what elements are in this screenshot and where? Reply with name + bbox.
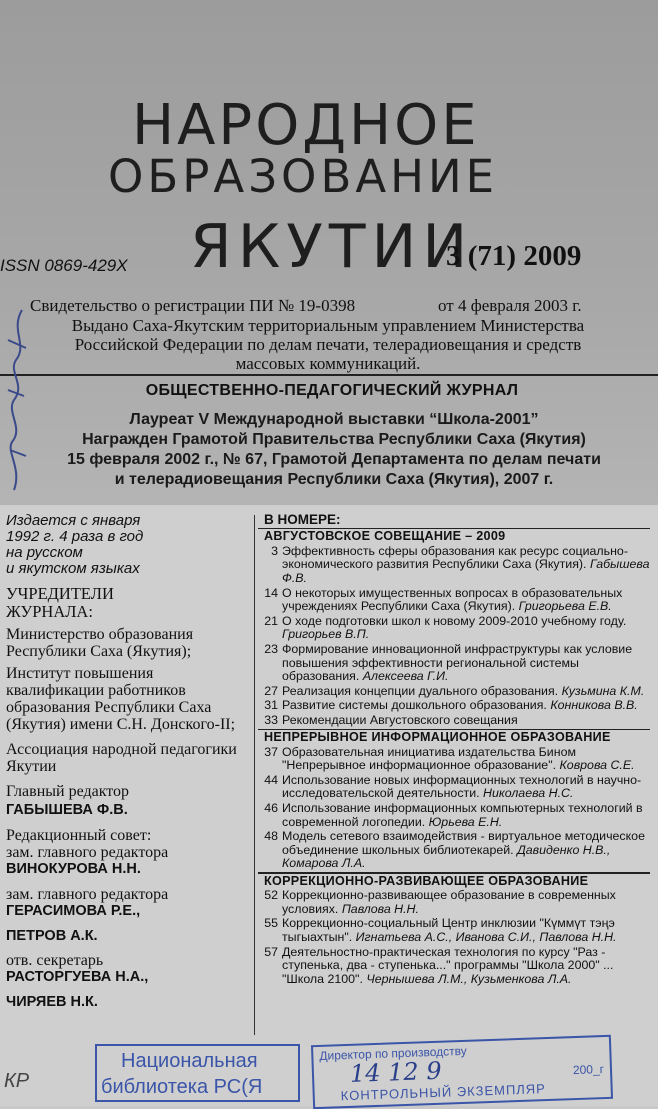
entry-title: Коррекционно-социальный Центр инклюзии "Күммүт тэңэ тыгыахтын". xyxy=(282,916,615,944)
entry-title: Деятельностно-практическая технология по курсу "Раз - ступенька, два - ступенька..." программы "Школа 2000" ... "Школа 2100". xyxy=(282,944,614,986)
entry-text-wrap xyxy=(282,746,650,773)
control-copy-label: КОНТРОЛЬНЫЙ ЭКЗЕМПЛЯР xyxy=(340,1081,547,1104)
council-member-2: ЧИРЯЕВ Н.К. xyxy=(6,994,98,1010)
intro-line: 1992 г. 4 раза в год xyxy=(6,528,144,545)
entry-page: 21 xyxy=(264,613,278,628)
entry-page: 14 xyxy=(264,585,278,600)
entry-text-wrap xyxy=(282,774,650,801)
contents-entry xyxy=(258,587,650,614)
handwritten-date: 14 12 9 xyxy=(349,1056,443,1088)
entry-title: Развитие системы дошкольного образования. xyxy=(282,698,547,713)
entry-text-wrap xyxy=(282,946,650,987)
entry-title: Коррекционно-развивающее образование в современных условиях. xyxy=(282,888,616,916)
founders-heading-line: ЖУРНАЛА: xyxy=(6,602,93,621)
entry-title: Модель сетевого взаимодействия - виртуальное методическое объединение школьных библиотекарей. xyxy=(282,829,645,857)
entry-author: Коврова С.Е. xyxy=(559,758,635,773)
registration-date: от 4 февраля 2003 г. xyxy=(438,296,582,315)
secretary-name: РАСТОРГУЕВА Н.А., xyxy=(6,969,149,985)
deputy-label-2: зам. главного редактора xyxy=(6,886,169,903)
entry-text-wrap xyxy=(282,699,650,713)
laureate-line-3: 15 февраля 2002 г., № 67, Грамотой Департамента по делам печати xyxy=(67,451,601,468)
intro-line: Издается с января xyxy=(6,512,141,529)
entry-text-wrap xyxy=(282,714,650,728)
founder-1: Министерство образования Республики Саха (Якутия); xyxy=(6,626,194,660)
section-title: АВГУСТОВСКОЕ СОВЕЩАНИЕ – 2009 xyxy=(264,529,506,544)
journal-title-line-3: ЯКУТИИ xyxy=(190,212,474,282)
entry-author: Кузьмина К.М. xyxy=(561,683,645,698)
entry-author: Юрьева Е.Н. xyxy=(428,814,503,829)
contents-entry xyxy=(258,545,650,586)
contents-entry xyxy=(258,830,650,871)
deputy-name-1: ВИНОКУРОВА Н.Н. xyxy=(6,861,141,877)
table-of-contents xyxy=(258,513,650,987)
entry-author: Николаева Н.С. xyxy=(483,786,574,801)
founder-3: Ассоциация народной педагогики Якутии xyxy=(6,741,237,775)
contents-entry xyxy=(258,699,650,713)
founders-heading-line: УЧРЕДИТЕЛИ xyxy=(6,584,114,603)
entry-text-wrap xyxy=(282,615,650,642)
entry-title: Формирование инновационной инфраструктуры как условие повышения эффективности региональной системы образования. xyxy=(282,641,633,684)
issue-number: 3 (71) 2009 xyxy=(446,240,582,272)
entry-title: Реализация концепции дуального образования. xyxy=(282,683,559,698)
director-label: Директор по производству xyxy=(319,1043,467,1063)
library-stamp-line-2: библиотека РС(Я xyxy=(101,1076,263,1098)
entry-author: Игнатьева А.С., Иванова С.И., Павлова Н.Н. xyxy=(355,930,617,944)
entry-text-wrap xyxy=(282,889,650,916)
deputy-name-2: ГЕРАСИМОВА Р.Е., xyxy=(6,903,141,919)
contents-entry xyxy=(258,685,650,699)
control-copy-stamp xyxy=(311,1035,613,1109)
library-stamp xyxy=(95,1044,300,1102)
contents-entry xyxy=(258,946,650,987)
entry-page: 37 xyxy=(264,744,278,759)
entry-title: Образовательная инициатива издательства Бином "Непрерывное информационное образование". xyxy=(282,744,576,773)
secretary-label: отв. секретарь xyxy=(6,952,104,969)
entry-title: О некоторых имущественных вопросах в образовательных учреждениях Республики Саха (Якутия). xyxy=(282,585,623,614)
column-divider xyxy=(254,515,255,1035)
laureate-line-1: Лауреат V Международной выставки “Школа-2001” xyxy=(129,411,539,428)
issn: ISSN 0869-429X xyxy=(0,256,128,275)
entry-page: 46 xyxy=(264,801,278,816)
imprint-column xyxy=(6,513,250,1011)
council-member-1: ПЕТРОВ А.К. xyxy=(6,928,98,944)
entry-page: 48 xyxy=(264,829,278,844)
entry-page: 52 xyxy=(264,888,278,903)
chief-editor-label: Главный редактор xyxy=(6,783,130,800)
entry-page: 44 xyxy=(264,772,278,787)
laureate-line-2: Награжден Грамотой Правительства Республики Саха (Якутия) xyxy=(82,431,586,448)
registration-certificate: Свидетельство о регистрации ПИ № 19-0398 xyxy=(30,296,356,315)
entry-title: Использование информационных компьютерных технологий в современной логопедии. xyxy=(282,801,643,829)
intro-line: на русском xyxy=(6,544,83,561)
entry-author: Габышева Ф.В. xyxy=(282,557,650,585)
corner-mark: КР xyxy=(4,1070,30,1092)
entry-page: 31 xyxy=(264,698,278,713)
issued-by: Выдано Саха-Якутским территориальным управлением Министерства Российской Федерации по делам печати, телерадиовещания и средств массовых коммуникаций. xyxy=(71,316,585,373)
entry-page: 55 xyxy=(264,916,278,931)
contents-sections xyxy=(258,528,650,987)
council-label: Редакционный совет: xyxy=(6,827,152,844)
entry-text-wrap xyxy=(282,917,650,944)
entry-page: 3 xyxy=(271,543,278,558)
entry-text-wrap xyxy=(282,545,650,586)
contents-heading: В НОМЕРЕ: xyxy=(264,512,341,527)
entry-author: Григорьева Е.В. xyxy=(518,599,612,614)
journal-title-line-1: НАРОДНОЕ xyxy=(132,93,480,158)
chief-editor-name: ГАБЫШЕВА Ф.В. xyxy=(6,802,128,818)
entry-text-wrap xyxy=(282,802,650,829)
entry-title: Использование новых информационных технологий в научно-исследовательской деятельности. xyxy=(282,772,642,801)
year-suffix: 200_г xyxy=(572,1062,605,1078)
laureate-block xyxy=(34,410,634,490)
masthead-divider xyxy=(0,374,658,376)
contents-entry xyxy=(258,615,650,642)
entry-title: Рекомендации Августовского совещания xyxy=(282,712,518,727)
founder-2: Институт повышения квалификации работников образования Республики Саха (Якутия) имени С.Н. Донского-II; xyxy=(6,665,236,733)
entry-text-wrap xyxy=(282,643,650,684)
contents-entry xyxy=(258,714,650,728)
section-title: КОРРЕКЦИОННО-РАЗВИВАЮЩЕЕ ОБРАЗОВАНИЕ xyxy=(264,873,589,888)
journal-type: ОБЩЕСТВЕННО-ПЕДАГОГИЧЕСКИЙ ЖУРНАЛ xyxy=(145,382,519,399)
entry-text-wrap xyxy=(282,830,650,871)
entry-text-wrap xyxy=(282,685,650,699)
handwritten-mark-icon xyxy=(2,300,32,500)
entry-page: 57 xyxy=(264,944,278,959)
entry-page: 23 xyxy=(264,641,278,656)
section-title: НЕПРЕРЫВНОЕ ИНФОРМАЦИОННОЕ ОБРАЗОВАНИЕ xyxy=(264,730,611,745)
founders-heading xyxy=(6,585,250,621)
entry-author: Чернышева Л.М., Кузьменкова Л.А. xyxy=(366,971,572,986)
entry-author: Конникова В.В. xyxy=(550,698,638,713)
contents-entry xyxy=(258,746,650,773)
entry-page: 33 xyxy=(264,712,278,727)
masthead xyxy=(0,0,658,505)
contents-entry xyxy=(258,774,650,801)
library-stamp-line-1: Национальная xyxy=(121,1050,258,1072)
deputy-label-1: зам. главного редактора xyxy=(6,844,169,861)
contents-entry xyxy=(258,889,650,916)
entry-page: 27 xyxy=(264,683,278,698)
entry-author: Давиденко Н.В., Комарова Л.А. xyxy=(282,842,611,871)
entry-author: Григорьев В.П. xyxy=(282,627,370,642)
contents-entry xyxy=(258,802,650,829)
intro-line: и якутском языках xyxy=(6,560,140,577)
entry-title: О ходе подготовки школ к новому 2009-2010 учебному году. xyxy=(282,613,627,628)
entry-title: Эффективность сферы образования как ресурс социально-экономического развития Республики Саха (Якутия). xyxy=(282,543,628,572)
entry-author: Алексеева Г.И. xyxy=(362,669,449,684)
publication-info xyxy=(6,513,250,577)
contents-entry xyxy=(258,643,650,684)
journal-title-line-2: ОБРАЗОВАНИЕ xyxy=(108,150,499,203)
laureate-line-4: и телерадиовещания Республики Саха (Якутия), 2007 г. xyxy=(114,471,554,488)
entry-text-wrap xyxy=(282,587,650,614)
contents-entry xyxy=(258,917,650,944)
entry-author: Павлова Н.Н. xyxy=(341,901,419,916)
